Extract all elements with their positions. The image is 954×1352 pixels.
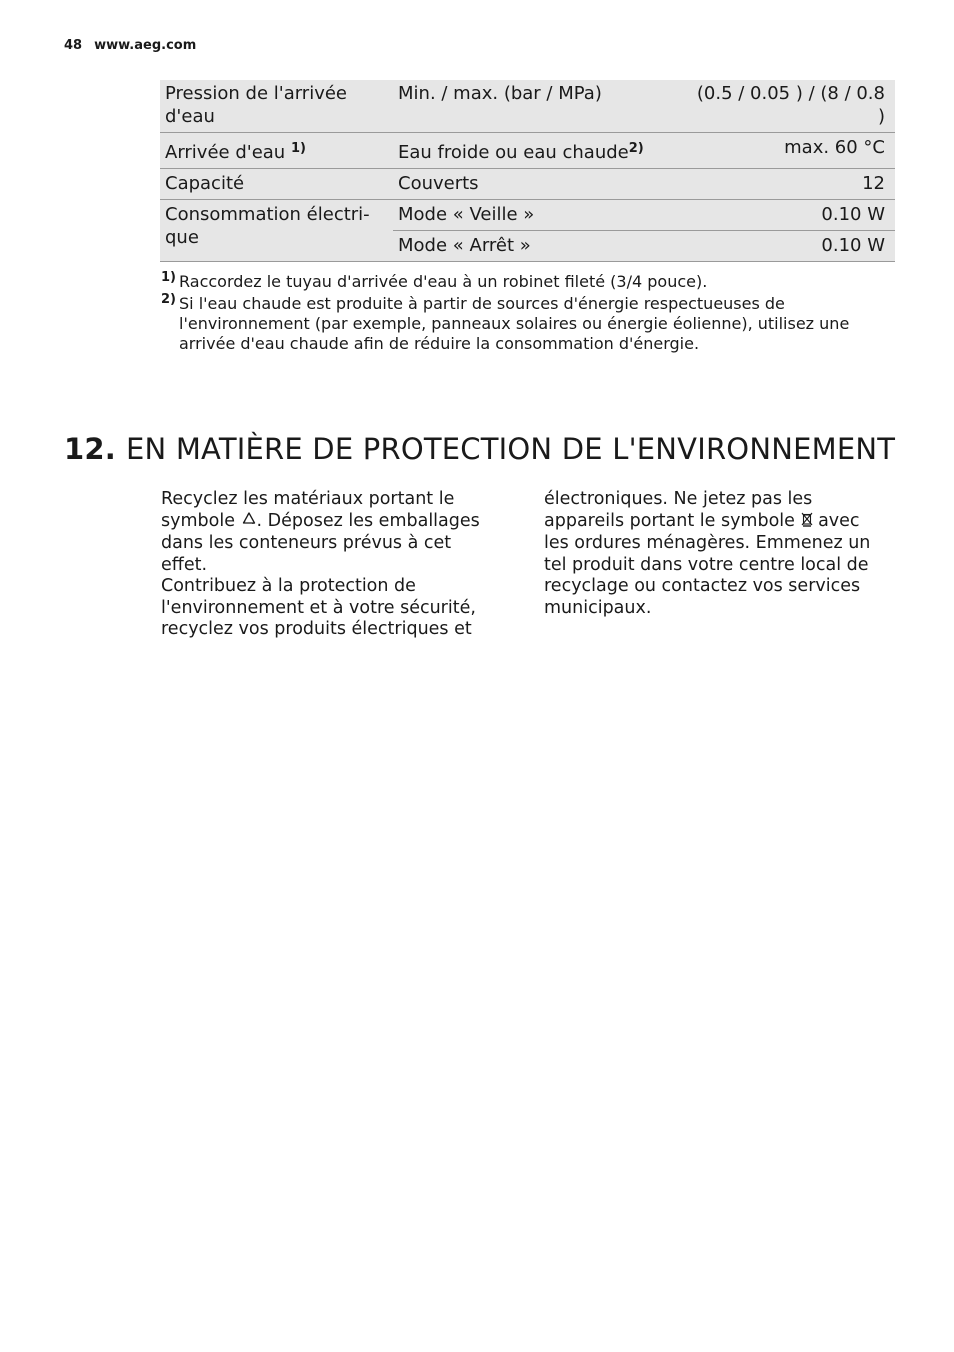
row-value: (0.5 / 0.05 ) / (8 / 0.8 ) bbox=[688, 80, 895, 133]
row-value: max. 60 °C bbox=[688, 133, 895, 169]
row-param: Eau froide ou eau chaude$^{2)}$ bbox=[393, 133, 688, 169]
row-value: 12 bbox=[688, 169, 895, 200]
row-param: Mode « Veille » bbox=[393, 200, 688, 231]
footnote-ref: 1) bbox=[290, 141, 306, 156]
text-column-right bbox=[544, 489, 874, 619]
crossed-bin-icon bbox=[801, 511, 813, 534]
page-header bbox=[64, 38, 196, 53]
section-title: EN MATIÈRE DE PROTECTION DE L'ENVIRONNEMENT bbox=[125, 432, 896, 466]
table-row bbox=[160, 133, 895, 169]
text-column-left bbox=[161, 489, 491, 641]
footnote-ref: 2) bbox=[628, 141, 644, 156]
table-row bbox=[160, 169, 895, 200]
row-label: Consommation électri- que bbox=[160, 200, 393, 262]
paragraph-weee-start: Contribuez à la protection de l'environnement et à votre sécurité, recyclez vos produits électriques et bbox=[161, 576, 476, 639]
paragraph-weee-end: électroniques. Ne jetez pas les appareils portant le symbole avec les ordures ménagères. Emmenez un tel produit dans votre centre local de recyclage ou contactez vos services municipaux. bbox=[544, 489, 871, 618]
footnote-mark: 1) bbox=[161, 270, 176, 285]
row-label: Pression de l'arrivée d'eau bbox=[160, 80, 393, 133]
row-param: Mode « Arrêt » bbox=[393, 231, 688, 262]
specs-table bbox=[160, 80, 895, 262]
page-number: 48 bbox=[64, 38, 83, 53]
footnote bbox=[160, 294, 890, 354]
recycle-icon bbox=[241, 511, 257, 534]
row-value: 0.10 W bbox=[688, 200, 895, 231]
table-row bbox=[160, 80, 895, 133]
section-number: 12. bbox=[64, 432, 116, 466]
footnote bbox=[160, 272, 890, 292]
footnote-text: Raccordez le tuyau d'arrivée d'eau à un robinet fileté (3/4 pouce). bbox=[179, 272, 708, 291]
table-row bbox=[160, 200, 895, 231]
row-param: Min. / max. (bar / MPa) bbox=[393, 80, 688, 133]
website-url: www.aeg.com bbox=[94, 38, 197, 53]
row-param: Couverts bbox=[393, 169, 688, 200]
footnotes bbox=[160, 272, 890, 356]
section-heading bbox=[64, 432, 895, 466]
row-label: Arrivée d'eau $^{1)}$ bbox=[160, 133, 393, 169]
row-value: 0.10 W bbox=[688, 231, 895, 262]
footnote-mark: 2) bbox=[161, 292, 176, 307]
row-label: Capacité bbox=[160, 169, 393, 200]
paragraph-recycle: Recyclez les matériaux portant le symbole . Déposez les emballages dans les conteneurs prévus à cet effet. bbox=[161, 489, 480, 575]
footnote-text: Si l'eau chaude est produite à partir de sources d'énergie respectueuses de l'environnement (par exemple, panneaux solaires ou énergie éolienne), utilisez une arrivée d'eau chaude afin de réduire la consommation d'énergie. bbox=[179, 294, 850, 353]
